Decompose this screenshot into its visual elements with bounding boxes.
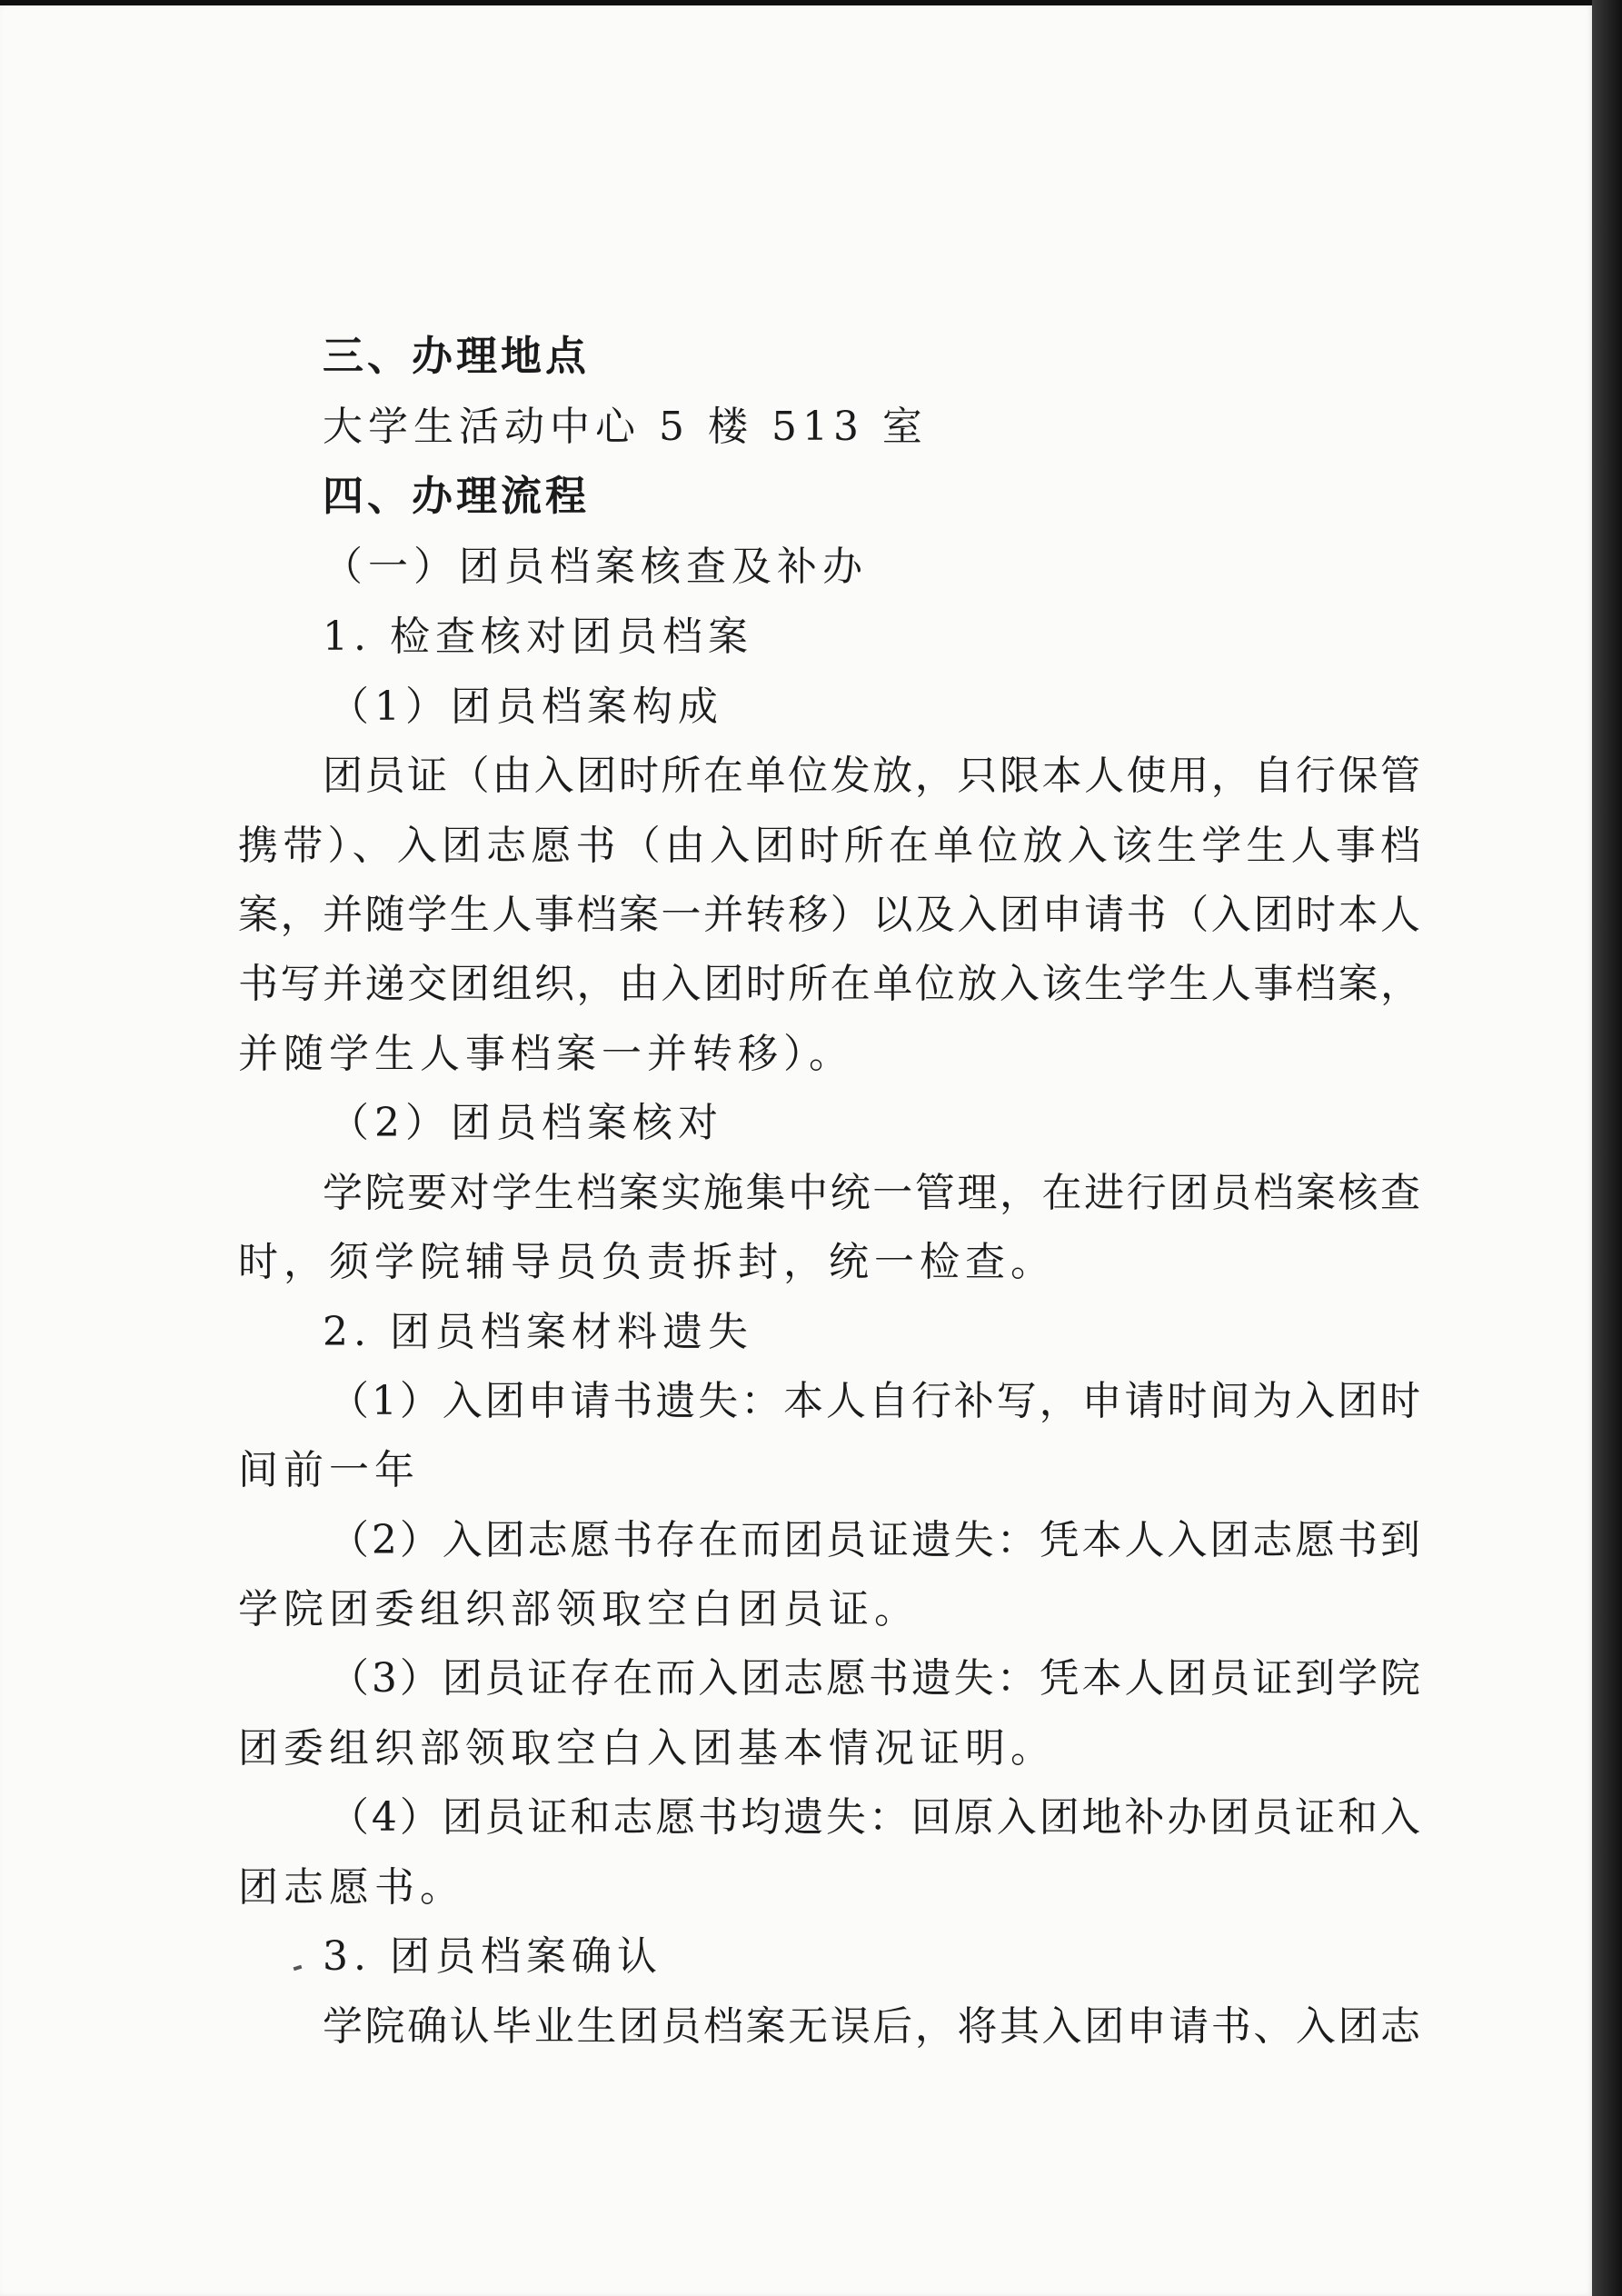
item-3-heading: 3. 团员档案确认 (323, 1933, 662, 1980)
paragraph-line: 案，并随学生人事档案一并转移）以及入团申请书（入团时本人 (238, 892, 1422, 938)
section-3-location: 大学生活动中心 5 楼 513 室 (323, 404, 928, 450)
item-1-2-heading: （2）团员档案核对 (329, 1100, 723, 1146)
paragraph-line: （3）团员证存在而入团志愿书遗失：凭本人团员证到学院 (329, 1655, 1422, 1702)
paragraph-line: 团员证（由入团时所在单位发放，只限本人使用，自行保管 (323, 753, 1422, 799)
paragraph-line: 学院团委组织部领取空白团员证。 (238, 1586, 920, 1632)
paragraph-line: 团委组织部领取空白入团基本情况证明。 (238, 1725, 1056, 1772)
paragraph-line: （2）入团志愿书存在而团员证遗失：凭本人入团志愿书到 (329, 1517, 1422, 1563)
paragraph-line: 并随学生人事档案一并转移）。 (238, 1031, 854, 1077)
paragraph-line: 携带）、入团志愿书（由入团时所在单位放入该生学生人事档 (238, 823, 1422, 869)
paragraph-line: （1）入团申请书遗失：本人自行补写，申请时间为入团时 (329, 1378, 1422, 1424)
paragraph-line: 团志愿书。 (238, 1864, 465, 1911)
item-1-heading: 1. 检查核对团员档案 (323, 614, 753, 660)
section-4-heading: 四、办理流程 (323, 472, 591, 520)
paragraph-line: 书写并递交团组织，由入团时所在单位放入该生学生人事档案， (238, 961, 1422, 1007)
section-3-heading: 三、办理地点 (323, 332, 591, 380)
document-page (0, 5, 1592, 2296)
paragraph-line: 学院确认毕业生团员档案无误后，将其入团申请书、入团志 (323, 2003, 1422, 2050)
scan-right-edge (1592, 0, 1622, 2296)
scan-speck (294, 1965, 303, 1972)
paragraph-line: 学院要对学生档案实施集中统一管理，在进行团员档案核查 (323, 1170, 1422, 1216)
item-2-heading: 2. 团员档案材料遗失 (323, 1309, 753, 1355)
part-1-heading: （一）团员档案核查及补办 (323, 544, 868, 590)
paragraph-line: 间前一年 (238, 1447, 420, 1493)
item-1-1-heading: （1）团员档案构成 (329, 684, 723, 730)
paragraph-line: 时，须学院辅导员负责拆封，统一检查。 (238, 1239, 1056, 1285)
paragraph-line: （4）团员证和志愿书均遗失：回原入团地补办团员证和入 (329, 1794, 1422, 1841)
